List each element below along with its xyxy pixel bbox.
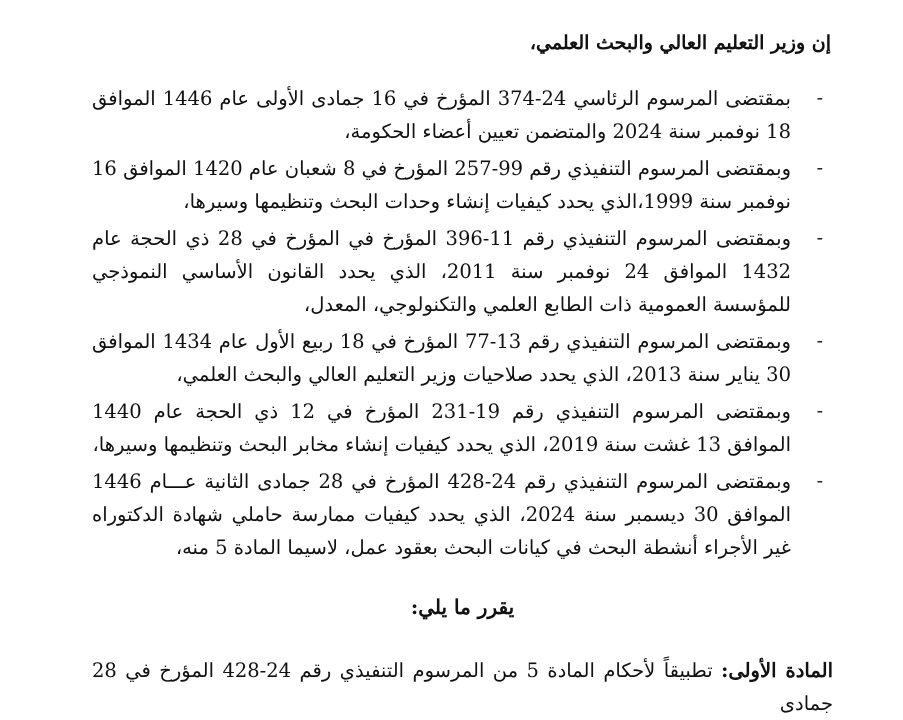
clause-text: وبمقتضى المرسوم التنفيذي رقم 24-428 المؤرخ في 28 جمادى الثانية عـــام 1446 الموافق 30 ديسمبر سنة 2024، الذي يحدد كيفيات ممارسة حاملي شهادة الدكتوراه غير الأجراء أنشطة البحث في كيانات البحث بعقود عمل، لاسيما المادة 5 منه، <box>92 470 792 559</box>
clause-marker: - <box>816 330 823 352</box>
clause-item <box>92 82 833 148</box>
clause-marker: - <box>816 227 823 249</box>
article-one-text: تطبيقاً لأحكام المادة 5 من المرسوم التنفيذي رقم 24-428 المؤرخ في 28 جمادى <box>92 659 833 715</box>
clause-text: بمقتضى المرسوم الرئاسي 24-374 المؤرخ في 16 جمادى الأولى عام 1446 الموافق 18 نوفمبر سنة 2024 والمتضمن تعيين أعضاء الحكومة، <box>92 87 791 143</box>
clause-item <box>92 325 833 391</box>
clause-item <box>92 222 833 321</box>
decides-heading: يقرر ما يلي: <box>410 595 515 619</box>
clause-item <box>92 465 833 564</box>
clause-text: وبمقتضى المرسوم التنفيذي رقم 11-396 المؤرخ في المؤرخ في 28 ذي الحجة عام 1432 الموافق 24 نوفمبر سنة 2011، الذي يحدد القانون الأساسي النموذجي للمؤسسة العمومية ذات الطابع العلمي والتكنولوجي، المعدل، <box>92 227 792 316</box>
clause-item <box>92 152 833 218</box>
article-one-label: المادة الأولى: <box>721 659 834 682</box>
clause-text: وبمقتضى المرسوم التنفيذي رقم 99-257 المؤرخ في 8 شعبان عام 1420 الموافق 16 نوفمبر سنة 1999،الذي يحدد كيفيات إنشاء وحدات البحث وتنظيمها وسيرها، <box>92 157 792 213</box>
clause-marker: - <box>816 87 823 109</box>
clause-text: وبمقتضى المرسوم التنفيذي رقم 19-231 المؤرخ في 12 ذي الحجة عام 1440 الموافق 13 غشت سنة 2019، الذي يحدد كيفيات إنشاء مخابر البحث وتنظيمها وسيرها، <box>92 400 791 456</box>
article-one <box>92 654 833 720</box>
clause-marker: - <box>816 157 823 179</box>
clause-item <box>92 395 833 461</box>
preamble-clauses <box>92 82 833 564</box>
clause-marker: - <box>816 470 823 492</box>
clause-text: وبمقتضى المرسوم التنفيذي رقم 13-77 المؤرخ في 18 ربيع الأول عام 1434 الموافق 30 يناير سنة 2013، الذي يحدد صلاحيات وزير التعليم العالي والبحث العلمي، <box>92 330 791 386</box>
minister-heading: إن وزير التعليم العالي والبحث العلمي، <box>529 32 831 54</box>
clause-marker: - <box>816 400 823 422</box>
